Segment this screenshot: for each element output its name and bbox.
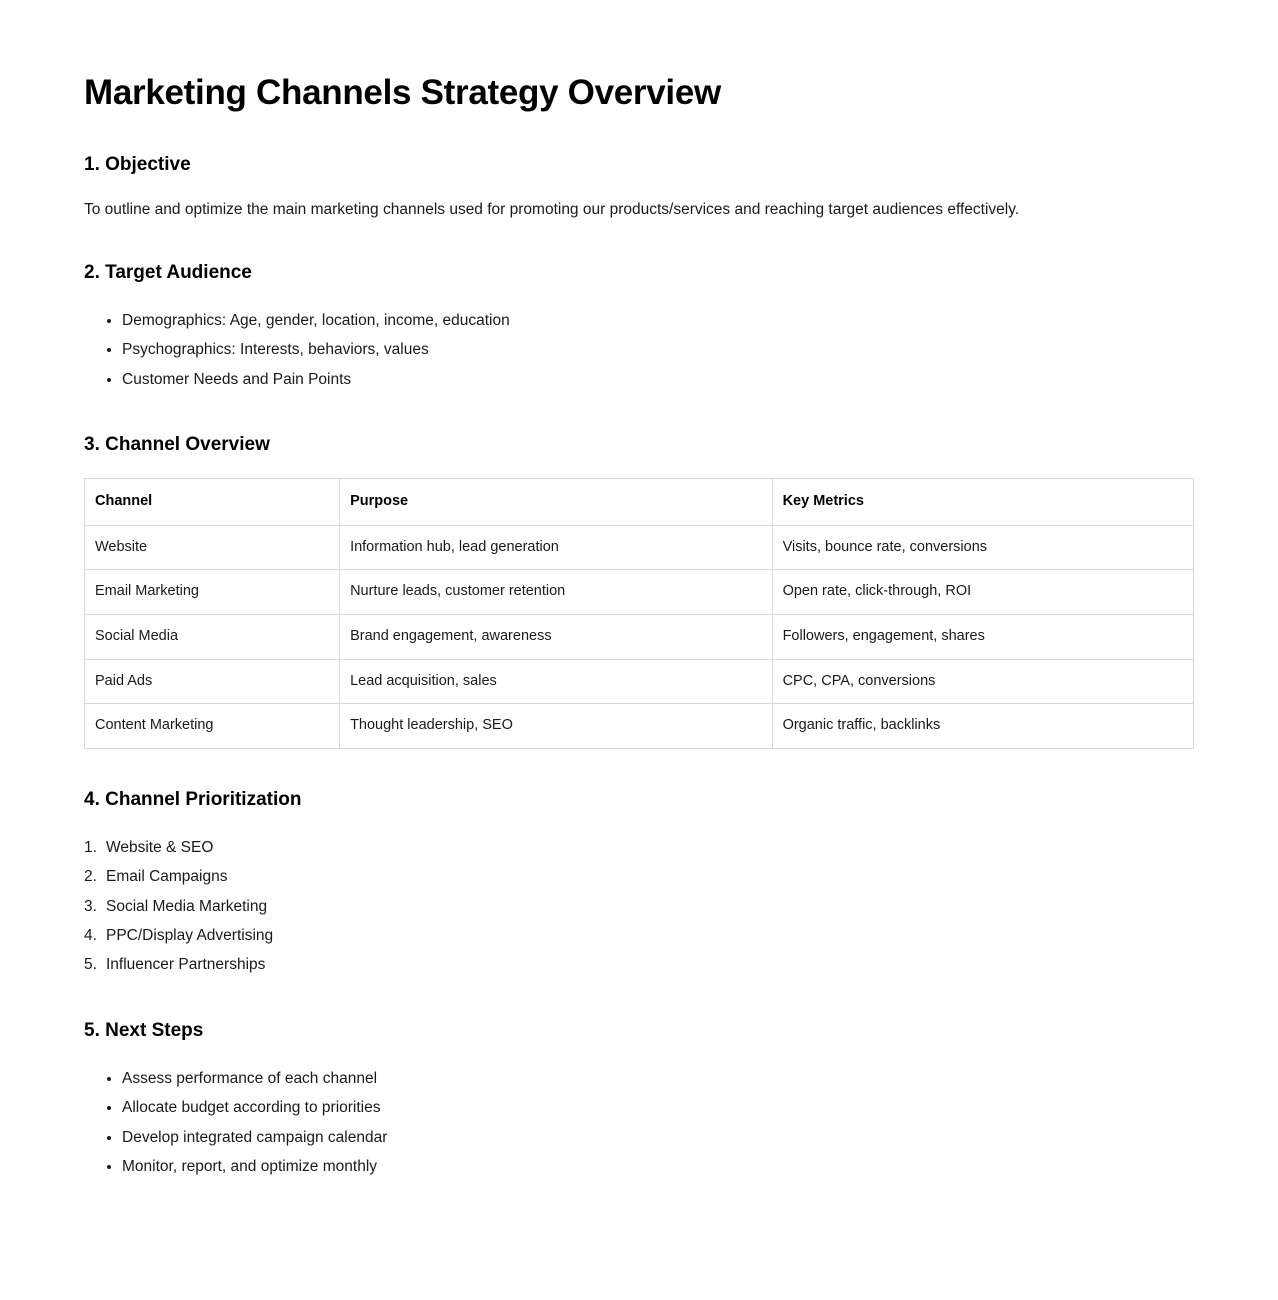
section-heading-channel-overview: 3. Channel Overview — [84, 434, 270, 456]
list-item: • Develop integrated campaign calendar — [122, 1123, 1194, 1152]
column-header-channel: Channel — [85, 479, 340, 526]
section-objective — [84, 154, 1194, 222]
column-header-purpose: Purpose — [340, 479, 773, 526]
cell-key-metrics: Open rate, click-through, ROI — [772, 570, 1193, 615]
cell-channel: Content Marketing — [85, 704, 340, 749]
cell-key-metrics: Visits, bounce rate, conversions — [772, 525, 1193, 570]
target-audience-list — [84, 306, 1194, 394]
cell-purpose: Lead acquisition, sales — [340, 659, 773, 704]
section-heading-target-audience: 2. Target Audience — [84, 262, 252, 284]
table-header-row — [85, 479, 1194, 526]
section-heading-next-steps: 5. Next Steps — [84, 1019, 204, 1041]
cell-channel: Website — [85, 525, 340, 570]
cell-purpose: Thought leadership, SEO — [340, 704, 773, 749]
list-item: • Psychographics: Interests, behaviors, values — [122, 335, 1194, 364]
channel-prioritization-list — [84, 833, 1194, 980]
cell-channel: Social Media — [85, 615, 340, 660]
next-steps-list — [84, 1064, 1194, 1182]
section-heading-objective: 1. Objective — [84, 154, 191, 175]
list-item: • Allocate budget according to priorities — [122, 1093, 1194, 1122]
table-row — [85, 659, 1194, 704]
list-item: • Demographics: Age, gender, location, income, education — [122, 306, 1194, 335]
list-item: • Customer Needs and Pain Points — [122, 365, 1194, 394]
list-item: • Assess performance of each channel — [122, 1064, 1194, 1093]
section-next-steps — [84, 1020, 1194, 1182]
list-item: Social Media Marketing — [106, 897, 268, 915]
section-channel-prioritization — [84, 789, 1194, 980]
cell-channel: Email Marketing — [85, 570, 340, 615]
cell-purpose: Information hub, lead generation — [340, 525, 773, 570]
list-item: • Monitor, report, and optimize monthly — [122, 1152, 1194, 1181]
column-header-key-metrics: Key Metrics — [772, 479, 1193, 526]
page-title: Marketing Channels Strategy Overview — [84, 73, 721, 112]
table-row — [85, 570, 1194, 615]
objective-paragraph: To outline and optimize the main marketing channels used for promoting our products/services and reaching target audiences effectively. — [84, 201, 1020, 218]
list-item: Website & SEO — [106, 838, 214, 856]
cell-key-metrics: Organic traffic, backlinks — [772, 704, 1193, 749]
cell-key-metrics: Followers, engagement, shares — [772, 615, 1193, 660]
section-target-audience — [84, 262, 1194, 394]
cell-purpose: Brand engagement, awareness — [340, 615, 773, 660]
section-heading-channel-prioritization: 4. Channel Prioritization — [84, 788, 302, 810]
cell-channel: Paid Ads — [85, 659, 340, 704]
list-item: Email Campaigns — [106, 868, 228, 886]
table-row — [85, 525, 1194, 570]
list-item: Influencer Partnerships — [106, 956, 266, 974]
table-row — [85, 615, 1194, 660]
channel-overview-table — [84, 478, 1194, 748]
cell-purpose: Nurture leads, customer retention — [340, 570, 773, 615]
table-row — [85, 704, 1194, 749]
cell-key-metrics: CPC, CPA, conversions — [772, 659, 1193, 704]
section-channel-overview — [84, 434, 1194, 748]
list-item: PPC/Display Advertising — [106, 927, 274, 945]
